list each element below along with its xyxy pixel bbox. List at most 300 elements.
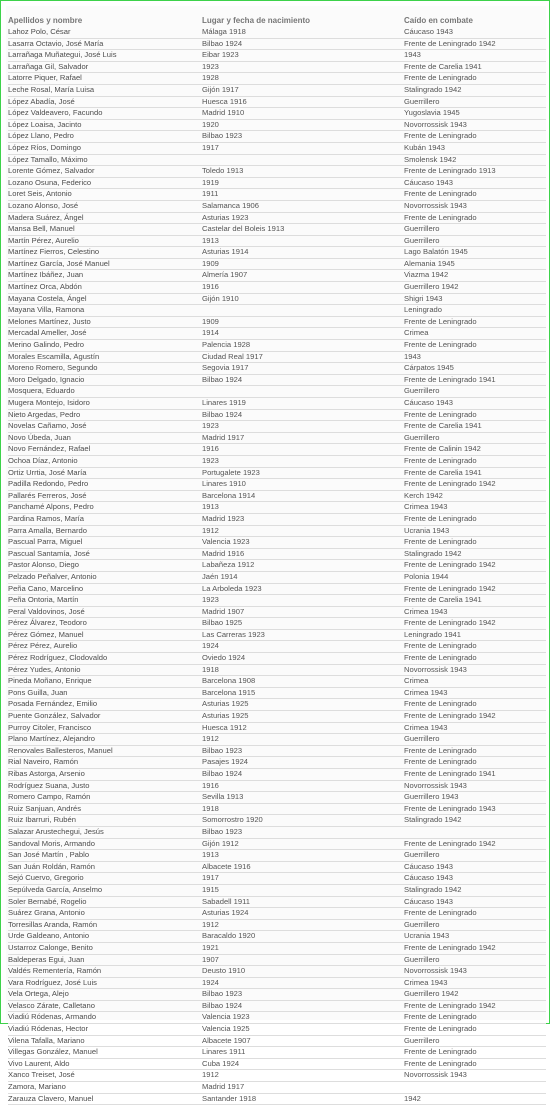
table-row (8, 282, 546, 294)
cell-fallen-in: Lago Balatón 1945 (404, 247, 546, 259)
cell-fallen-in: Frente de Leningrado (404, 340, 546, 352)
cell-birthplace-date: Cuba 1924 (202, 1058, 404, 1070)
cell-birthplace-date: Baracaldo 1920 (202, 931, 404, 943)
cell-fallen-in: Frente de Leningrado (404, 513, 546, 525)
cell-name: Larrañaga Gil, Salvador (8, 61, 202, 73)
table-row (8, 1070, 546, 1082)
cell-birthplace-date: 1912 (202, 919, 404, 931)
cell-birthplace-date: Bilbao 1923 (202, 745, 404, 757)
cell-fallen-in: 1943 (404, 50, 546, 62)
cell-name: Pérez Yudes, Antonio (8, 664, 202, 676)
cell-name: Ribas Astorga, Arsenio (8, 769, 202, 781)
cell-fallen-in: Novorrossisk 1943 (404, 119, 546, 131)
table-row (8, 328, 546, 340)
table-row (8, 432, 546, 444)
cell-name: Mugera Montejo, Isidoro (8, 398, 202, 410)
cell-name: Lorente Gómez, Salvador (8, 166, 202, 178)
cell-name: Ortiz Urrtia, José María (8, 467, 202, 479)
cell-birthplace-date: Linares 1910 (202, 479, 404, 491)
table-row (8, 989, 546, 1001)
cell-fallen-in: Cáucaso 1943 (404, 398, 546, 410)
cell-fallen-in: Cáucaso 1943 (404, 27, 546, 38)
cell-name: Martín Pérez, Aurelio (8, 235, 202, 247)
table-row (8, 96, 546, 108)
cell-birthplace-date: Gijón 1910 (202, 293, 404, 305)
table-row (8, 687, 546, 699)
cell-fallen-in: Novorrossisk 1943 (404, 1070, 546, 1082)
cell-name: Romero Campo, Ramón (8, 792, 202, 804)
cell-name: Vela Ortega, Alejo (8, 989, 202, 1001)
table-row (8, 1047, 546, 1059)
cell-name: Novelas Cañamo, José (8, 421, 202, 433)
cell-birthplace-date: 1911 (202, 189, 404, 201)
cell-birthplace-date: 1916 (202, 780, 404, 792)
cell-fallen-in: Frente de Leningrado (404, 1047, 546, 1059)
cell-birthplace-date: Málaga 1918 (202, 27, 404, 38)
cell-name: San Juán Roldán, Ramón (8, 861, 202, 873)
cell-name: Vara Rodríguez, José Luis (8, 977, 202, 989)
table-row (8, 583, 546, 595)
cell-name: Renovales Ballesteros, Manuel (8, 745, 202, 757)
cell-fallen-in: Cáucaso 1943 (404, 896, 546, 908)
table-row (8, 850, 546, 862)
cell-name: Urde Galdeano, Antonio (8, 931, 202, 943)
table-row (8, 351, 546, 363)
cell-name: Pons Guilla, Juan (8, 687, 202, 699)
cell-birthplace-date: Sabadell 1911 (202, 896, 404, 908)
cell-birthplace-date: Santander 1918 (202, 1093, 404, 1105)
cell-birthplace-date: Asturias 1925 (202, 711, 404, 723)
table-row (8, 293, 546, 305)
cell-fallen-in: Crimea (404, 328, 546, 340)
cell-name: Mercadal Ameller, José (8, 328, 202, 340)
cell-fallen-in: Frente de Carelia 1941 (404, 595, 546, 607)
cell-birthplace-date: 1917 (202, 142, 404, 154)
cell-fallen-in: Kerch 1942 (404, 490, 546, 502)
cell-birthplace-date: Bilbao 1923 (202, 826, 404, 838)
cell-fallen-in: Guerrillero 1943 (404, 792, 546, 804)
cell-fallen-in: Guerrillero (404, 850, 546, 862)
cell-birthplace-date: Huesca 1916 (202, 96, 404, 108)
cell-name: Vilena Tafalla, Mariano (8, 1035, 202, 1047)
cell-fallen-in: Frente de Leningrado (404, 699, 546, 711)
table-row (8, 258, 546, 270)
cell-name: Lozano Alonso, José (8, 200, 202, 212)
cell-name: Ochoa Díaz, Antonio (8, 455, 202, 467)
cell-birthplace-date: Gijón 1917 (202, 84, 404, 96)
cell-name: Madera Suárez, Ángel (8, 212, 202, 224)
table-row (8, 699, 546, 711)
cell-birthplace-date (202, 154, 404, 166)
cell-fallen-in: Ucrania 1943 (404, 525, 546, 537)
table-row (8, 1082, 546, 1094)
table-row (8, 119, 546, 131)
table-row (8, 803, 546, 815)
cell-birthplace-date: Bilbao 1924 (202, 769, 404, 781)
cell-birthplace-date: Asturias 1923 (202, 212, 404, 224)
cell-birthplace-date: 1923 (202, 455, 404, 467)
cell-fallen-in: Frente de Leningrado 1941 (404, 769, 546, 781)
cell-fallen-in (404, 826, 546, 838)
cell-name: Pineda Moñano, Enrique (8, 676, 202, 688)
cell-fallen-in: Guerrillero (404, 224, 546, 236)
cell-name: Morales Escamilla, Agustín (8, 351, 202, 363)
cell-birthplace-date: Toledo 1913 (202, 166, 404, 178)
cell-fallen-in: Frente de Leningrado 1942 (404, 560, 546, 572)
cell-fallen-in: Guerrillero 1942 (404, 282, 546, 294)
cell-birthplace-date (202, 305, 404, 317)
cell-name: Martínez Orca, Abdón (8, 282, 202, 294)
cell-fallen-in: Frente de Leningrado (404, 131, 546, 143)
cell-birthplace-date: Asturias 1925 (202, 699, 404, 711)
cell-fallen-in: Ucrania 1943 (404, 931, 546, 943)
table-row (8, 618, 546, 630)
cell-birthplace-date: 1923 (202, 421, 404, 433)
table-row (8, 235, 546, 247)
cell-name: Panchamé Alpons, Pedro (8, 502, 202, 514)
cell-name: Pérez Pérez, Aurelio (8, 641, 202, 653)
cell-birthplace-date: 1916 (202, 282, 404, 294)
cell-birthplace-date: Valencia 1925 (202, 1024, 404, 1036)
cell-birthplace-date: Albacete 1907 (202, 1035, 404, 1047)
cell-name: Martínez García, José Manuel (8, 258, 202, 270)
cell-fallen-in: Frente de Leningrado 1942 (404, 479, 546, 491)
document-page (6, 6, 546, 1103)
cell-name: Pérez Álvarez, Teodoro (8, 618, 202, 630)
table-row (8, 966, 546, 978)
cell-fallen-in (404, 1082, 546, 1094)
cell-name: Pérez Gómez, Manuel (8, 629, 202, 641)
cell-name: Rodríguez Suana, Justo (8, 780, 202, 792)
table-row (8, 908, 546, 920)
cell-fallen-in: Shigri 1943 (404, 293, 546, 305)
cell-birthplace-date: 1909 (202, 258, 404, 270)
cell-birthplace-date: 1912 (202, 1070, 404, 1082)
table-row (8, 757, 546, 769)
cell-birthplace-date: Sevilla 1913 (202, 792, 404, 804)
cell-birthplace-date: 1915 (202, 884, 404, 896)
cell-name: Villegas González, Manuel (8, 1047, 202, 1059)
cell-name: Parra Amalla, Bernardo (8, 525, 202, 537)
cell-name: Martínez Fierros, Celestino (8, 247, 202, 259)
cell-fallen-in: Novorrossisk 1943 (404, 200, 546, 212)
cell-name: Novo Úbeda, Juan (8, 432, 202, 444)
table-row (8, 502, 546, 514)
table-row (8, 931, 546, 943)
cell-birthplace-date: 1920 (202, 119, 404, 131)
table-row (8, 606, 546, 618)
cell-name: Plano Martínez, Alejandro (8, 734, 202, 746)
cell-fallen-in: Guerrillero (404, 386, 546, 398)
cell-fallen-in: Frente de Calinin 1942 (404, 444, 546, 456)
cell-name: Pallarés Ferreros, José (8, 490, 202, 502)
cell-birthplace-date: 1923 (202, 61, 404, 73)
cell-birthplace-date: Madrid 1916 (202, 548, 404, 560)
cell-birthplace-date: Huesca 1912 (202, 722, 404, 734)
table-row (8, 200, 546, 212)
table-row (8, 838, 546, 850)
table-row (8, 873, 546, 885)
cell-fallen-in: Guerrillero (404, 954, 546, 966)
cell-birthplace-date: La Arboleda 1923 (202, 583, 404, 595)
cell-name: Zarauza Clavero, Manuel (8, 1093, 202, 1105)
cell-fallen-in: Stalingrado 1942 (404, 815, 546, 827)
cell-birthplace-date: Eibar 1923 (202, 50, 404, 62)
column-header-name: Apellidos y nombre (8, 16, 83, 25)
cell-fallen-in: Leningrado (404, 305, 546, 317)
table-row (8, 560, 546, 572)
table-row (8, 421, 546, 433)
cell-birthplace-date: Pasajes 1924 (202, 757, 404, 769)
cell-fallen-in: Frente de Leningrado 1942 (404, 1000, 546, 1012)
cell-fallen-in: Viazma 1942 (404, 270, 546, 282)
table-row (8, 815, 546, 827)
cell-name: Pascual Santamía, José (8, 548, 202, 560)
cell-birthplace-date: Ciudad Real 1917 (202, 351, 404, 363)
cell-birthplace-date: Bilbao 1923 (202, 131, 404, 143)
cell-fallen-in: Guerrillero (404, 96, 546, 108)
cell-name: Moro Delgado, Ignacio (8, 374, 202, 386)
table-row (8, 409, 546, 421)
table-row (8, 189, 546, 201)
cell-birthplace-date: Almería 1907 (202, 270, 404, 282)
table-row (8, 270, 546, 282)
column-header-death: Caído en combate (404, 16, 473, 25)
table-row (8, 826, 546, 838)
table-row (8, 525, 546, 537)
cell-name: Viadiú Ródenas, Hector (8, 1024, 202, 1036)
table-row (8, 247, 546, 259)
table-row (8, 398, 546, 410)
cell-fallen-in: Guerrillero (404, 734, 546, 746)
cell-birthplace-date: Bilbao 1924 (202, 1000, 404, 1012)
table-row (8, 734, 546, 746)
cell-fallen-in: Frente de Leningrado 1942 (404, 942, 546, 954)
table-row (8, 142, 546, 154)
cell-fallen-in: Leningrado 1941 (404, 629, 546, 641)
table-row (8, 664, 546, 676)
cell-birthplace-date: Albacete 1916 (202, 861, 404, 873)
cell-name: Novo Fernández, Rafael (8, 444, 202, 456)
cell-fallen-in: Stalingrado 1942 (404, 84, 546, 96)
cell-fallen-in: Frente de Leningrado 1942 (404, 711, 546, 723)
cell-fallen-in: Frente de Leningrado 1913 (404, 166, 546, 178)
cell-fallen-in: 1943 (404, 351, 546, 363)
cell-fallen-in: Novorrossisk 1943 (404, 966, 546, 978)
cell-fallen-in: Frente de Leningrado (404, 316, 546, 328)
cell-fallen-in: Cáucaso 1943 (404, 861, 546, 873)
cell-birthplace-date: Bilbao 1925 (202, 618, 404, 630)
cell-birthplace-date: 1924 (202, 977, 404, 989)
cell-fallen-in: Stalingrado 1942 (404, 884, 546, 896)
cell-name: Vivo Laurent, Aldo (8, 1058, 202, 1070)
cell-fallen-in: Frente de Leningrado (404, 653, 546, 665)
table-row (8, 479, 546, 491)
cell-birthplace-date: Segovia 1917 (202, 363, 404, 375)
cell-name: Mosquera, Eduardo (8, 386, 202, 398)
cell-fallen-in: Frente de Leningrado (404, 908, 546, 920)
cell-birthplace-date: Palencia 1928 (202, 340, 404, 352)
cell-fallen-in: Frente de Carelia 1941 (404, 61, 546, 73)
table-row (8, 84, 546, 96)
cell-birthplace-date: 1913 (202, 502, 404, 514)
cell-name: Mayana Costela, Ángel (8, 293, 202, 305)
cell-fallen-in: Frente de Leningrado (404, 73, 546, 85)
cell-fallen-in: Smolensk 1942 (404, 154, 546, 166)
table-row (8, 861, 546, 873)
cell-birthplace-date: Valencia 1923 (202, 537, 404, 549)
cell-birthplace-date: 1918 (202, 664, 404, 676)
cell-fallen-in: Frente de Leningrado 1942 (404, 838, 546, 850)
table-row (8, 61, 546, 73)
cell-name: Suárez Grana, Antonio (8, 908, 202, 920)
cell-name: Pérez Rodríguez, Clodovaldo (8, 653, 202, 665)
cell-birthplace-date: 1918 (202, 803, 404, 815)
cell-birthplace-date: 1913 (202, 850, 404, 862)
cell-name: López Abadía, José (8, 96, 202, 108)
cell-birthplace-date: 1924 (202, 641, 404, 653)
table-row (8, 792, 546, 804)
table-row (8, 374, 546, 386)
table-row (8, 722, 546, 734)
cell-name: Loret Seis, Antonio (8, 189, 202, 201)
cell-birthplace-date: Bilbao 1924 (202, 38, 404, 50)
cell-fallen-in: Frente de Carelia 1941 (404, 421, 546, 433)
cell-fallen-in: Guerrillero (404, 235, 546, 247)
cell-name: Larrañaga Muñategui, José Luis (8, 50, 202, 62)
cell-birthplace-date: Barcelona 1915 (202, 687, 404, 699)
table-row (8, 977, 546, 989)
cell-birthplace-date: Madrid 1907 (202, 606, 404, 618)
cell-name: Rial Naveiro, Ramón (8, 757, 202, 769)
cell-name: Viadiú Ródenas, Armando (8, 1012, 202, 1024)
cell-name: Ruiz Ibarruri, Rubén (8, 815, 202, 827)
column-header-birth: Lugar y fecha de nacimiento (202, 16, 311, 25)
table-body (8, 27, 546, 1105)
cell-birthplace-date: Madrid 1917 (202, 432, 404, 444)
cell-name: Puente González, Salvador (8, 711, 202, 723)
cell-fallen-in: Frente de Leningrado (404, 757, 546, 769)
table-row (8, 38, 546, 50)
cell-name: López Ríos, Domingo (8, 142, 202, 154)
table-row (8, 224, 546, 236)
cell-fallen-in: Novorrossisk 1943 (404, 780, 546, 792)
cell-birthplace-date: 1916 (202, 444, 404, 456)
cell-name: Ustarroz Calonge, Benito (8, 942, 202, 954)
table-row (8, 131, 546, 143)
table-row (8, 467, 546, 479)
cell-name: Peña Cano, Marcelino (8, 583, 202, 595)
cell-fallen-in: Frente de Leningrado 1941 (404, 374, 546, 386)
cell-name: Sandoval Moris, Armando (8, 838, 202, 850)
cell-birthplace-date: Valencia 1923 (202, 1012, 404, 1024)
cell-fallen-in: Frente de Leningrado (404, 641, 546, 653)
cell-birthplace-date: Bilbao 1924 (202, 374, 404, 386)
table-row (8, 316, 546, 328)
cell-fallen-in: Frente de Leningrado (404, 1012, 546, 1024)
table-row (8, 363, 546, 375)
cell-name: Purroy Citoler, Francisco (8, 722, 202, 734)
cell-fallen-in: Crimea (404, 676, 546, 688)
cell-fallen-in: Frente de Leningrado 1942 (404, 618, 546, 630)
table-row (8, 1012, 546, 1024)
cell-name: Ruiz Sanjuan, Andrés (8, 803, 202, 815)
table-row (8, 177, 546, 189)
table-row (8, 548, 546, 560)
cell-name: Pelzado Peñalver, Antonio (8, 571, 202, 583)
cell-name: Latorre Piquer, Rafael (8, 73, 202, 85)
cell-name: Sejó Cuervo, Gregorio (8, 873, 202, 885)
table-row (8, 571, 546, 583)
cell-birthplace-date: Linares 1919 (202, 398, 404, 410)
cell-name: Pardina Ramos, María (8, 513, 202, 525)
cell-name: Mayana Villa, Ramona (8, 305, 202, 317)
cell-name: Lahoz Polo, César (8, 27, 202, 38)
cell-name: Valdés Rementería, Ramón (8, 966, 202, 978)
table-row (8, 305, 546, 317)
table-row (8, 629, 546, 641)
cell-fallen-in: Kubán 1943 (404, 142, 546, 154)
table-row (8, 27, 546, 38)
table-row (8, 1093, 546, 1105)
table-row (8, 50, 546, 62)
table-row (8, 1035, 546, 1047)
table-row (8, 537, 546, 549)
table-row (8, 653, 546, 665)
cell-fallen-in: Frente de Leningrado (404, 1024, 546, 1036)
cell-name: Merino Galindo, Pedro (8, 340, 202, 352)
cell-name: Sepúlveda García, Anselmo (8, 884, 202, 896)
table-row (8, 1024, 546, 1036)
cell-name: Melones Martínez, Justo (8, 316, 202, 328)
cell-birthplace-date: Bilbao 1923 (202, 989, 404, 1001)
cell-name: Peña Ontoria, Martín (8, 595, 202, 607)
table-row (8, 444, 546, 456)
cell-birthplace-date: Deusto 1910 (202, 966, 404, 978)
cell-name: López Tamallo, Máximo (8, 154, 202, 166)
cell-fallen-in: Frente de Leningrado (404, 455, 546, 467)
table-row (8, 780, 546, 792)
fallen-roster-table (8, 14, 546, 1105)
cell-fallen-in: Guerrillero 1942 (404, 989, 546, 1001)
cell-fallen-in: Alemania 1945 (404, 258, 546, 270)
table-row (8, 455, 546, 467)
cell-name: López Loaisa, Jacinto (8, 119, 202, 131)
cell-fallen-in: Frente de Leningrado (404, 189, 546, 201)
cell-birthplace-date: Bilbao 1924 (202, 409, 404, 421)
table-row (8, 490, 546, 502)
cell-birthplace-date: Labañeza 1912 (202, 560, 404, 572)
cell-name: Posada Fernández, Emilio (8, 699, 202, 711)
cell-name: Pastor Alonso, Diego (8, 560, 202, 572)
table-row (8, 884, 546, 896)
cell-fallen-in: Crimea 1943 (404, 687, 546, 699)
table-row (8, 1000, 546, 1012)
cell-fallen-in: Crimea 1943 (404, 977, 546, 989)
cell-name: Lozano Osuna, Federico (8, 177, 202, 189)
cell-fallen-in: Frente de Leningrado 1942 (404, 38, 546, 50)
cell-name: Soler Bernabé, Rogelio (8, 896, 202, 908)
table-row (8, 896, 546, 908)
cell-fallen-in: Crimea 1943 (404, 502, 546, 514)
table-row (8, 769, 546, 781)
cell-name: Pascual Parra, Miguel (8, 537, 202, 549)
cell-birthplace-date: Asturias 1914 (202, 247, 404, 259)
cell-fallen-in: Frente de Leningrado 1942 (404, 583, 546, 595)
cell-birthplace-date: 1914 (202, 328, 404, 340)
cell-birthplace-date: 1913 (202, 235, 404, 247)
cell-birthplace-date: Castelar del Boleis 1913 (202, 224, 404, 236)
